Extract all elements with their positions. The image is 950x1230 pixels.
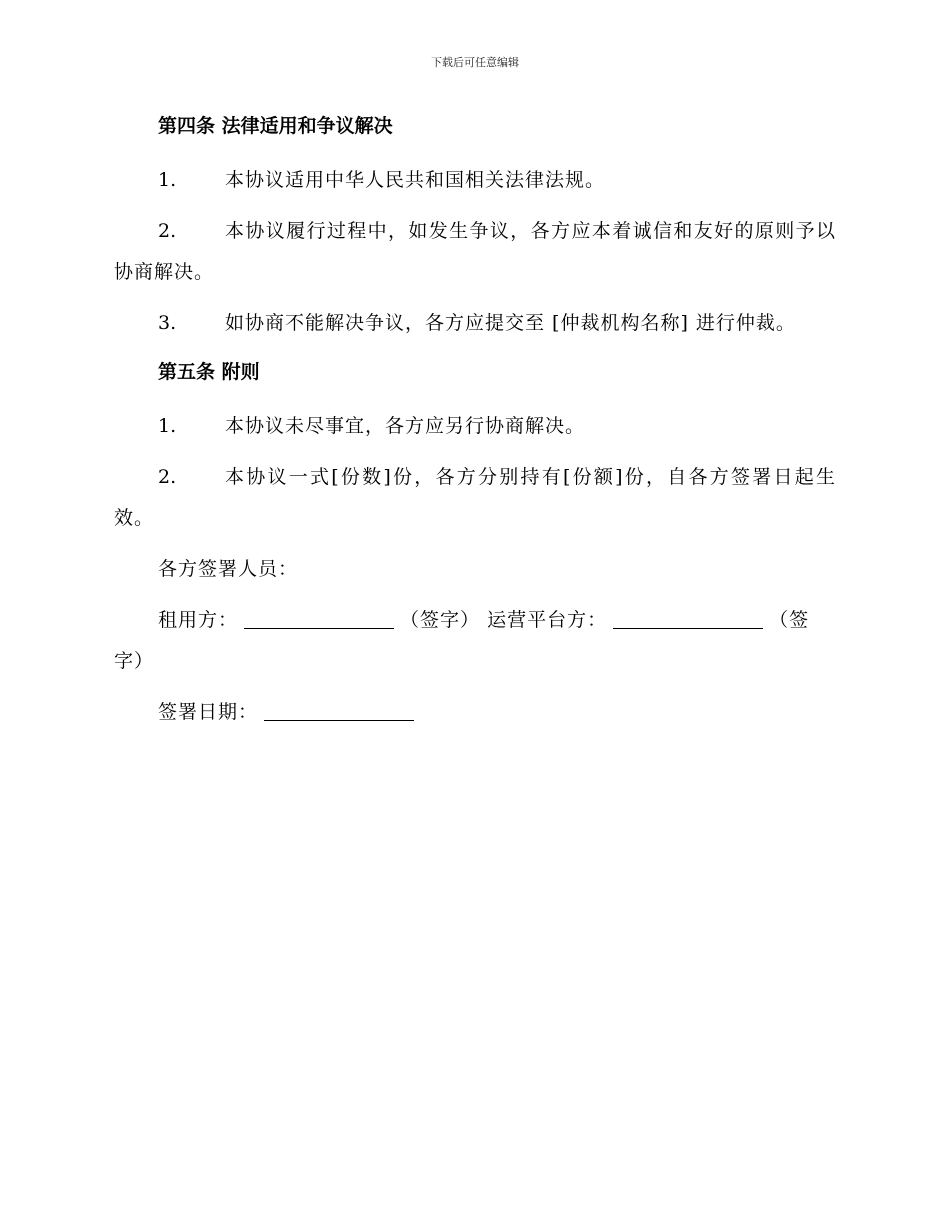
section-4-item-2 — [114, 211, 836, 293]
lessee-label: 租用方： — [158, 609, 239, 631]
item-number: 2. — [158, 220, 177, 242]
item-text: 本协议未尽事宜，各方应另行协商解决。 — [225, 415, 586, 437]
item-text: 本协议适用中华人民共和国相关法律法规。 — [225, 169, 606, 191]
document-body — [114, 108, 836, 743]
lessee-signature-blank[interactable] — [244, 608, 394, 629]
item-number: 1. — [158, 415, 177, 437]
section-5-title: 第五条 附则 — [158, 361, 260, 383]
section-5-item-2 — [114, 457, 836, 539]
platform-signature-blank[interactable] — [613, 608, 763, 629]
date-line — [114, 692, 836, 733]
page-header: 下载后可任意编辑 — [431, 56, 519, 69]
platform-label: 运营平台方： — [487, 609, 608, 631]
lessee-sign-note: （签字） — [400, 609, 481, 631]
section-4-item-3 — [114, 303, 836, 344]
section-4-title: 第四条 法律适用和争议解决 — [158, 115, 393, 137]
date-label: 签署日期： — [158, 701, 259, 723]
section-4-item-1 — [114, 160, 836, 201]
platform-sign-note: （签字） — [114, 609, 810, 672]
signature-line — [114, 600, 836, 682]
item-text: 本协议履行过程中，如发生争议，各方应本着诚信和友好的原则予以协商解决。 — [114, 220, 836, 283]
signatories-intro: 各方签署人员： — [158, 558, 299, 580]
item-text: 本协议一式[份数]份，各方分别持有[份额]份，自各方签署日起生效。 — [114, 466, 836, 529]
date-blank[interactable] — [264, 700, 414, 721]
item-number: 2. — [158, 466, 177, 488]
item-text: 如协商不能解决争议，各方应提交至 [仲裁机构名称] 进行仲裁。 — [225, 312, 796, 334]
item-number: 3. — [158, 312, 177, 334]
section-5-item-1 — [114, 406, 836, 447]
item-number: 1. — [158, 169, 177, 191]
